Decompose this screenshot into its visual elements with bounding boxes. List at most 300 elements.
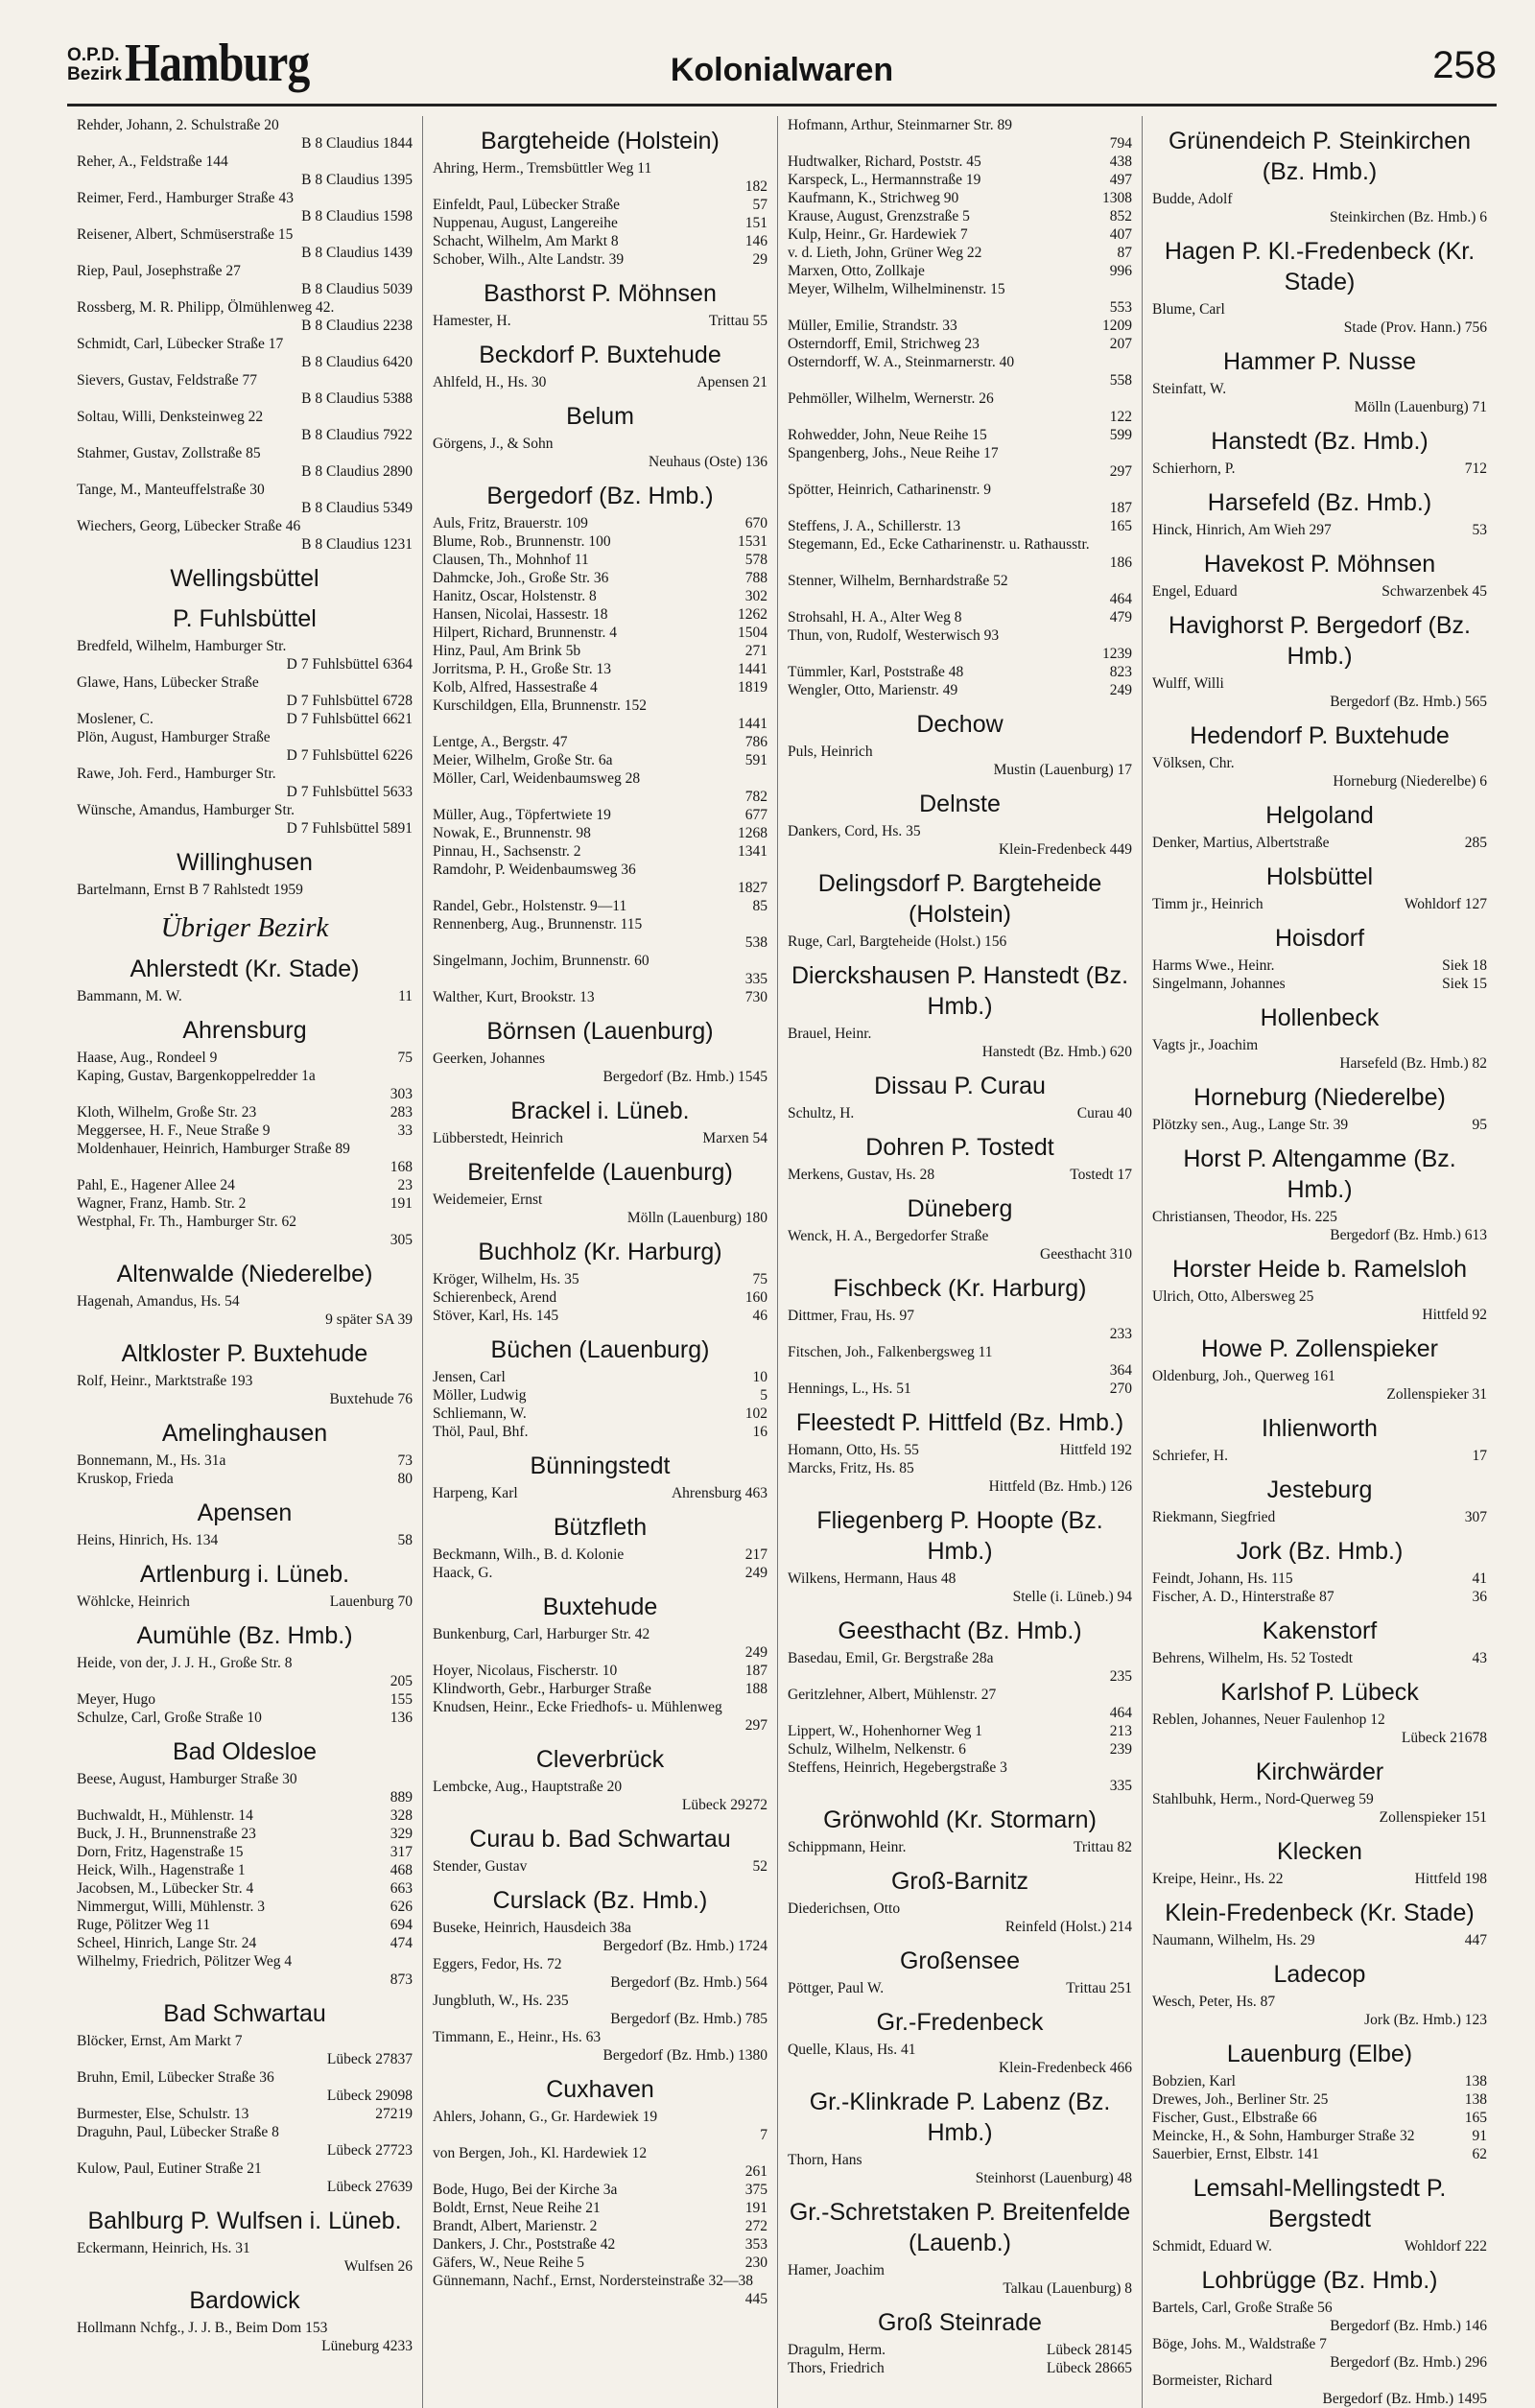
listing-entry [1152, 1993, 1487, 2029]
entry-name: Görgens, J., & Sohn [433, 436, 554, 452]
entry-name: Merkens, Gustav, Hs. 28 [788, 1167, 935, 1183]
listing-entry [1152, 2299, 1487, 2335]
listing-entry [788, 1307, 1132, 1343]
entry-phone: Trittau 55 [708, 313, 768, 329]
listing-entry [433, 1698, 768, 1735]
entry-phone: 87 [1117, 245, 1132, 261]
place-heading: Artlenburg i. Lüneb. [139, 1561, 350, 1588]
entry-name: Eggers, Fedor, Hs. 72 [433, 1956, 562, 1972]
listing-entry [77, 189, 413, 225]
entry-phone: B 8 Claudius 2890 [301, 463, 413, 480]
entry-name: Strohsahl, H. A., Alter Weg 8 [788, 609, 962, 626]
listing-entry [433, 678, 768, 696]
listing-entry [1152, 1447, 1487, 1465]
entry-phone: 626 [390, 1899, 413, 1915]
place-heading: Havighorst P. Bergedorf (Bz. Hmb.) [1169, 612, 1471, 670]
place-heading: Gr.-Fredenbeck [876, 2009, 1044, 2036]
entry-name: Meyer, Wilhelm, Wilhelminenstr. 15 [788, 281, 1005, 297]
listing-entry [77, 481, 413, 517]
listing-entry [77, 2239, 413, 2276]
entry-phone: 187 [744, 1663, 768, 1679]
entry-name: Hagenah, Amandus, Hs. 54 [77, 1293, 240, 1310]
listing-entry [433, 1857, 768, 1876]
entry-phone: 873 [390, 1971, 413, 1988]
entry-phone: 217 [744, 1546, 768, 1563]
place-heading: Ahlerstedt (Kr. Stade) [130, 956, 360, 982]
listing-entry [77, 1879, 413, 1898]
entry-phone: 151 [744, 215, 768, 231]
entry-phone: 297 [744, 1717, 768, 1734]
listing-entry [788, 1343, 1132, 1380]
entry-phone: Hittfeld 198 [1414, 1871, 1487, 1887]
listing-entry [77, 298, 413, 335]
entry-name: Rohwedder, John, Neue Reihe 15 [788, 427, 987, 443]
entry-phone: Ahrensburg 463 [671, 1485, 768, 1501]
place-heading: Lohbrügge (Bz. Hmb.) [1201, 2267, 1438, 2294]
entry-phone: Siek 15 [1442, 976, 1487, 992]
listing-entry [433, 915, 768, 952]
place-heading: Altkloster P. Buxtehude [121, 1340, 368, 1367]
place-heading: Delingsdorf P. Bargteheide (Holstein) [817, 870, 1102, 928]
entry-name: Pöttger, Paul W. [788, 1980, 885, 1996]
entry-phone: Lübeck 27837 [326, 2051, 413, 2067]
entry-phone: 27219 [375, 2106, 413, 2122]
entry-name: Schierhorn, P. [1152, 460, 1236, 477]
listing-entry [788, 116, 1132, 153]
place-heading: Buchholz (Kr. Harburg) [478, 1239, 722, 1265]
entry-phone: 16 [752, 1424, 768, 1440]
listing-entry [433, 2217, 768, 2235]
entry-phone: 1268 [738, 825, 768, 841]
entry-name: Blume, Rob., Brunnenstr. 100 [433, 533, 611, 550]
listing-entry [77, 673, 413, 710]
listing-entry [788, 608, 1132, 626]
listing-entry [77, 2123, 413, 2160]
entry-name: Kreipe, Heinr., Hs. 22 [1152, 1871, 1284, 1887]
entry-name: Ahring, Herm., Tremsbüttler Weg 11 [433, 160, 652, 177]
entry-phone: Stade (Prov. Hann.) 756 [1343, 319, 1487, 336]
entry-name: Hoyer, Nicolaus, Fischerstr. 10 [433, 1663, 618, 1679]
entry-name: Rossberg, M. R. Philipp, Ölmühlenweg 42. [77, 299, 335, 316]
entry-phone: 996 [1109, 263, 1132, 279]
entry-name: Ruge, Pölitzer Weg 11 [77, 1917, 211, 1933]
place-heading: Groß-Barnitz [890, 1868, 1029, 1895]
listing-entry [788, 933, 1132, 951]
listing-entry [1152, 834, 1487, 852]
entry-phone: Curau 40 [1076, 1105, 1132, 1121]
entry-phone: 578 [744, 552, 768, 568]
entry-phone: Wohldorf 222 [1404, 2238, 1487, 2255]
listing-entry [77, 1067, 413, 1103]
entry-phone: 464 [1109, 1705, 1132, 1721]
entry-phone: 303 [390, 1086, 413, 1102]
entry-phone: 497 [1109, 172, 1132, 188]
entry-name: Schulze, Carl, Große Straße 10 [77, 1710, 262, 1726]
entry-phone: Hittfeld 92 [1422, 1307, 1487, 1323]
listing-entry [788, 1838, 1132, 1856]
listing-entry [433, 1191, 768, 1227]
entry-name: Puls, Heinrich [788, 744, 873, 760]
entry-name: Beese, August, Hamburger Straße 30 [77, 1771, 297, 1787]
entry-name: Naumann, Wilhelm, Hs. 29 [1152, 1932, 1315, 1948]
listing-entry [77, 1861, 413, 1879]
entry-phone: Jork (Bz. Hmb.) 123 [1364, 2012, 1487, 2028]
place-heading: Hedendorf P. Buxtehude [1190, 722, 1450, 749]
listing-entry [1152, 2109, 1487, 2127]
entry-name: Meier, Wilhelm, Große Str. 6a [433, 752, 613, 768]
entry-name: Jacobsen, M., Lübecker Str. 4 [77, 1880, 254, 1897]
listing-entry [1152, 380, 1487, 416]
column-2 [422, 116, 777, 2408]
listing-entry [1152, 2372, 1487, 2408]
entry-name: Stahmer, Gustav, Zollstraße 85 [77, 445, 261, 461]
listing-entry [433, 769, 768, 806]
place-heading: Horster Heide b. Ramelsloh [1171, 1256, 1468, 1283]
place-heading: Lauenburg (Elbe) [1226, 2041, 1413, 2067]
entry-phone: D 7 Fuhlsbüttel 6621 [286, 711, 413, 727]
entry-name: Karspeck, L., Hermannstraße 19 [788, 172, 981, 188]
place-heading: Curau b. Bad Schwartau [469, 1826, 731, 1853]
entry-name: Lübberstedt, Heinrich [433, 1130, 564, 1146]
listing-entry [77, 371, 413, 408]
listing-entry [77, 1593, 413, 1611]
entry-name: Hollmann Nchfg., J. J. B., Beim Dom 153 [77, 2320, 328, 2336]
place-heading: Breitenfelde (Lauenburg) [467, 1159, 733, 1186]
place-heading: Belum [566, 403, 634, 430]
entry-phone: B 8 Claudius 1395 [301, 172, 413, 188]
listing-entry [77, 1898, 413, 1916]
entry-phone: 7 [760, 2127, 768, 2143]
place-heading: Großensee [899, 1948, 1021, 1974]
entry-phone: 786 [744, 734, 768, 750]
entry-name: Dorn, Fritz, Hagenstraße 15 [77, 1844, 244, 1860]
listing-entry [77, 801, 413, 838]
listing-entry [788, 153, 1132, 171]
entry-name: Bartelmann, Ernst B 7 Rahlstedt 1959 [77, 882, 303, 898]
entry-phone: 186 [1109, 555, 1132, 571]
entry-phone: 165 [1464, 2110, 1487, 2126]
listing-entry [433, 1992, 768, 2028]
place-heading: Aumühle (Bz. Hmb.) [136, 1622, 353, 1649]
entry-name: Spangenberg, Johs., Neue Reihe 17 [788, 445, 999, 461]
listing-entry [77, 1825, 413, 1843]
place-heading: P. Fuhlsbüttel [173, 605, 317, 632]
entry-phone: Horneburg (Niederelbe) 6 [1333, 773, 1487, 790]
entry-phone: 36 [1472, 1589, 1487, 1605]
entry-name: Ahlfeld, H., Hs. 30 [433, 374, 547, 390]
entry-phone: 10 [752, 1369, 768, 1385]
entry-phone: 17 [1472, 1448, 1487, 1464]
listing-entry [77, 1194, 413, 1213]
listing-entry [77, 225, 413, 262]
place-heading: Büchen (Lauenburg) [490, 1336, 710, 1363]
listing-entry [1152, 754, 1487, 791]
listing-entry [1152, 1208, 1487, 1244]
place-heading: Geesthacht (Bz. Hmb.) [838, 1617, 1082, 1644]
entry-phone: 182 [744, 178, 768, 195]
entry-phone: 122 [1109, 409, 1132, 425]
place-heading: Bad Schwartau [163, 2000, 326, 2027]
place-heading: Klecken [1277, 1838, 1362, 1865]
place-heading: Ladecop [1273, 1961, 1366, 1988]
listing-entry [1152, 1588, 1487, 1606]
listing-entry [77, 710, 413, 728]
listing-entry [77, 1709, 413, 1727]
entry-name: Singelmann, Johannes [1152, 976, 1286, 992]
listing-entry [788, 426, 1132, 444]
entry-name: Schulz, Wilhelm, Nelkenstr. 6 [788, 1741, 966, 1758]
entry-name: Müller, Aug., Töpfertwiete 19 [433, 807, 611, 823]
entry-name: Möller, Carl, Weidenbaumsweg 28 [433, 770, 641, 787]
entry-phone: 58 [397, 1532, 413, 1548]
listing-entry [433, 1288, 768, 1307]
place-heading: Dechow [916, 711, 1004, 738]
entry-phone: Zollenspieker 31 [1386, 1386, 1487, 1403]
entry-phone: D 7 Fuhlsbüttel 5891 [286, 820, 413, 837]
listing-entry [433, 1405, 768, 1423]
listing-entry [788, 2041, 1132, 2077]
entry-name: Wenck, H. A., Bergedorfer Straße [788, 1228, 989, 1244]
entry-name: Steffens, J. A., Schillerstr. 13 [788, 518, 961, 534]
listing-entry [77, 1806, 413, 1825]
entry-phone: B 8 Claudius 5039 [301, 281, 413, 297]
entry-name: Jorritsma, P. H., Große Str. 13 [433, 661, 611, 677]
listing-entry [77, 1213, 413, 1249]
entry-phone: 249 [744, 1565, 768, 1581]
entry-phone: 1504 [738, 625, 768, 641]
listing-entry [433, 1546, 768, 1564]
entry-phone: 335 [744, 971, 768, 987]
entry-phone: 29 [752, 251, 768, 268]
entry-name: Hinck, Hinrich, Am Wieh 297 [1152, 522, 1332, 538]
entry-phone: D 7 Fuhlsbüttel 6364 [286, 656, 413, 673]
entry-phone: Lauenburg 70 [329, 1594, 413, 1610]
entry-name: Reisener, Albert, Schmüserstraße 15 [77, 226, 294, 243]
entry-name: Hilpert, Richard, Brunnenstr. 4 [433, 625, 617, 641]
entry-name: Christiansen, Theodor, Hs. 225 [1152, 1209, 1337, 1225]
entry-name: Glawe, Hans, Lübecker Straße [77, 674, 259, 691]
entry-name: Bartels, Carl, Große Straße 56 [1152, 2300, 1333, 2316]
entry-name: Schriefer, H. [1152, 1448, 1228, 1464]
entry-phone: Bergedorf (Bz. Hmb.) 613 [1330, 1227, 1487, 1243]
entry-phone: 136 [390, 1710, 413, 1726]
entry-name: Sauerbier, Ernst, Elbstr. 141 [1152, 2146, 1320, 2162]
entry-phone: Bergedorf (Bz. Hmb.) 564 [610, 1974, 768, 1991]
entry-phone: 677 [744, 807, 768, 823]
entry-name: Bunkenburg, Carl, Harburger Str. 42 [433, 1626, 650, 1642]
entry-phone: Zollenspieker 151 [1379, 1809, 1487, 1826]
entry-phone: Wohldorf 127 [1404, 896, 1487, 912]
entry-name: Reher, A., Feldstraße 144 [77, 153, 228, 170]
place-heading: Horneburg (Niederelbe) [1193, 1084, 1446, 1111]
listing-entry [788, 681, 1132, 699]
entry-name: Heide, von der, J. J. H., Große Str. 8 [77, 1655, 293, 1671]
entry-phone: Lübeck 21678 [1401, 1730, 1487, 1746]
listing-entry [77, 335, 413, 371]
listing-entry [433, 373, 768, 391]
entry-phone: 270 [1109, 1381, 1132, 1397]
entry-name: Hudtwalker, Richard, Poststr. 45 [788, 153, 981, 170]
entry-name: Pinnau, H., Sachsenstr. 2 [433, 843, 581, 860]
entry-name: Ramdohr, P. Weidenbaumsweg 36 [433, 862, 636, 878]
place-heading: Cuxhaven [546, 2076, 654, 2103]
page-number: 258 [1432, 44, 1497, 86]
listing-entry [788, 535, 1132, 572]
entry-phone: 85 [752, 898, 768, 914]
listing-entry [788, 663, 1132, 681]
listing-entry [433, 1778, 768, 1814]
entry-name: Auls, Fritz, Brauerstr. 109 [433, 515, 588, 531]
entry-name: Hofmann, Arthur, Steinmarner Str. 89 [788, 117, 1012, 133]
listing-entry [788, 280, 1132, 317]
place-heading: Fleestedt P. Hittfeld (Bz. Hmb.) [795, 1409, 1124, 1436]
place-heading: Basthorst P. Möhnsen [484, 280, 717, 307]
city-title: Hamburg [125, 34, 310, 93]
entry-name: Meyer, Hugo [77, 1691, 156, 1708]
entry-phone: 479 [1109, 609, 1132, 626]
entry-phone: Reinfeld (Holst.) 214 [1004, 1919, 1132, 1935]
listing-entry [433, 1484, 768, 1502]
entry-name: Haack, G. [433, 1565, 493, 1581]
entry-phone: 230 [744, 2255, 768, 2271]
entry-name: Hansen, Nicolai, Hassestr. 18 [433, 606, 608, 623]
entry-phone: 474 [390, 1935, 413, 1951]
listing-entry [1152, 1711, 1487, 1747]
place-heading: Curslack (Bz. Hmb.) [492, 1887, 708, 1914]
place-heading: Fliegenberg P. Hoopte (Bz. Hmb.) [816, 1507, 1103, 1565]
entry-phone: 62 [1472, 2146, 1487, 2162]
listing-entry [433, 159, 768, 196]
entry-name: Timm jr., Heinrich [1152, 896, 1263, 912]
place-heading: Gr.-Klinkrade P. Labenz (Bz. Hmb.) [809, 2089, 1111, 2146]
entry-phone: Lübeck 27639 [326, 2179, 413, 2195]
place-heading: Bützfleth [553, 1514, 648, 1541]
entry-phone: 207 [1109, 336, 1132, 352]
place-heading: Jork (Bz. Hmb.) [1236, 1538, 1404, 1565]
entry-name: Drewes, Joh., Berliner Str. 25 [1152, 2091, 1329, 2108]
listing-entry [77, 1292, 413, 1329]
place-heading: Bad Oldesloe [172, 1738, 318, 1765]
entry-name: Walther, Kurt, Brookstr. 13 [433, 989, 595, 1005]
entry-name: Spötter, Heinrich, Catharinenstr. 9 [788, 482, 992, 498]
place-heading: Grünendeich P. Steinkirchen (Bz. Hmb.) [1168, 128, 1471, 185]
entry-phone: 889 [390, 1789, 413, 1806]
place-heading: Hagen P. Kl.-Fredenbeck (Kr. Stade) [1164, 238, 1476, 295]
listing-entry [788, 626, 1132, 663]
listing-entry [788, 572, 1132, 608]
entry-name: Schierenbeck, Arend [433, 1289, 557, 1306]
entry-name: Steinfatt, W. [1152, 381, 1227, 397]
entry-name: Vagts jr., Joachim [1152, 1037, 1259, 1053]
entry-phone: Tostedt 17 [1070, 1167, 1132, 1183]
listing-entry [77, 1690, 413, 1709]
listing-entry [788, 353, 1132, 390]
listing-entry [788, 1686, 1132, 1722]
entry-phone: 694 [390, 1917, 413, 1933]
entry-name: Rehder, Johann, 2. Schulstraße 20 [77, 117, 279, 133]
columns [67, 116, 1497, 2408]
entry-name: Wiechers, Georg, Lübecker Straße 46 [77, 518, 301, 534]
entry-name: Harpeng, Karl [433, 1485, 518, 1501]
listing-entry [77, 1452, 413, 1470]
listing-entry [1152, 460, 1487, 478]
listing-entry [433, 1270, 768, 1288]
listing-entry [1152, 674, 1487, 711]
entry-phone: Trittau 251 [1066, 1980, 1132, 1996]
entry-phone: B 8 Claudius 6420 [301, 354, 413, 370]
entry-name: Brauel, Heinr. [788, 1026, 872, 1042]
entry-phone: 447 [1464, 1932, 1487, 1948]
listing-entry [77, 408, 413, 444]
entry-name: Blöcker, Ernst, Am Markt 7 [77, 2033, 243, 2049]
entry-name: Fischer, Gust., Elbstraße 66 [1152, 2110, 1317, 2126]
opd-label: O.P.D. [67, 45, 120, 65]
entry-phone: 329 [390, 1826, 413, 1842]
place-heading: Havekost P. Möhnsen [1203, 551, 1436, 578]
entry-phone: 852 [1109, 208, 1132, 224]
listing-entry [433, 2272, 768, 2308]
place-heading: Bergedorf (Bz. Hmb.) [486, 483, 714, 509]
place-heading: Börnsen (Lauenburg) [486, 1018, 714, 1045]
entry-name: Dankers, Cord, Hs. 35 [788, 823, 921, 839]
entry-phone: Neuhaus (Oste) 136 [649, 454, 768, 470]
entry-phone: 249 [744, 1644, 768, 1661]
listing-entry [788, 171, 1132, 189]
listing-entry [433, 988, 768, 1006]
listing-entry [788, 335, 1132, 353]
listing-entry [788, 1380, 1132, 1398]
entry-phone: Apensen 21 [697, 374, 768, 390]
entry-phone: Wulfsen 26 [343, 2258, 413, 2275]
entry-phone: B 8 Claudius 7922 [301, 427, 413, 443]
entry-name: Eckermann, Heinrich, Hs. 31 [77, 2240, 250, 2256]
entry-phone: 1209 [1102, 318, 1132, 334]
entry-name: Denker, Martius, Albertstraße [1152, 835, 1330, 851]
listing-entry [1152, 1649, 1487, 1667]
entry-name: Stegemann, Ed., Ecke Catharinenstr. u. Rathausstr. [788, 536, 1090, 553]
entry-name: Riekmann, Siegfried [1152, 1509, 1276, 1525]
entry-name: Schober, Wilh., Alte Landstr. 39 [433, 251, 625, 268]
entry-phone: 80 [397, 1471, 413, 1487]
entry-name: Beckmann, Wilh., B. d. Kolonie [433, 1546, 625, 1563]
listing-entry [433, 1423, 768, 1441]
entry-name: Hanitz, Oscar, Holstenstr. 8 [433, 588, 597, 604]
entry-phone: 239 [1109, 1741, 1132, 1758]
place-heading: Altenwalde (Niederelbe) [116, 1261, 373, 1287]
listing-entry [433, 1368, 768, 1386]
entry-name: Tange, M., Manteuffelstraße 30 [77, 482, 265, 498]
listing-entry [433, 660, 768, 678]
entry-phone: 307 [1464, 1509, 1487, 1525]
entry-phone: Lüneburg 4233 [321, 2338, 413, 2354]
entry-name: Plön, August, Hamburger Straße [77, 729, 271, 745]
entry-phone: Siek 18 [1442, 957, 1487, 974]
place-heading: Klein-Fredenbeck (Kr. Stade) [1165, 1900, 1475, 1926]
entry-phone: B 8 Claudius 5388 [301, 390, 413, 407]
place-heading: Beckdorf P. Buxtehude [479, 342, 721, 368]
entry-name: Wilkens, Hermann, Haus 48 [788, 1570, 956, 1587]
listing-entry [1152, 190, 1487, 226]
listing-entry [77, 1049, 413, 1067]
entry-phone: B 8 Claudius 1598 [301, 208, 413, 224]
entry-phone: Lübeck 27723 [326, 2142, 413, 2159]
entry-name: Bonnemann, M., Hs. 31a [77, 1452, 226, 1469]
listing-entry [77, 1140, 413, 1176]
entry-phone: 75 [752, 1271, 768, 1287]
listing-entry [788, 1459, 1132, 1496]
listing-entry [433, 1955, 768, 1992]
listing-entry [433, 435, 768, 471]
